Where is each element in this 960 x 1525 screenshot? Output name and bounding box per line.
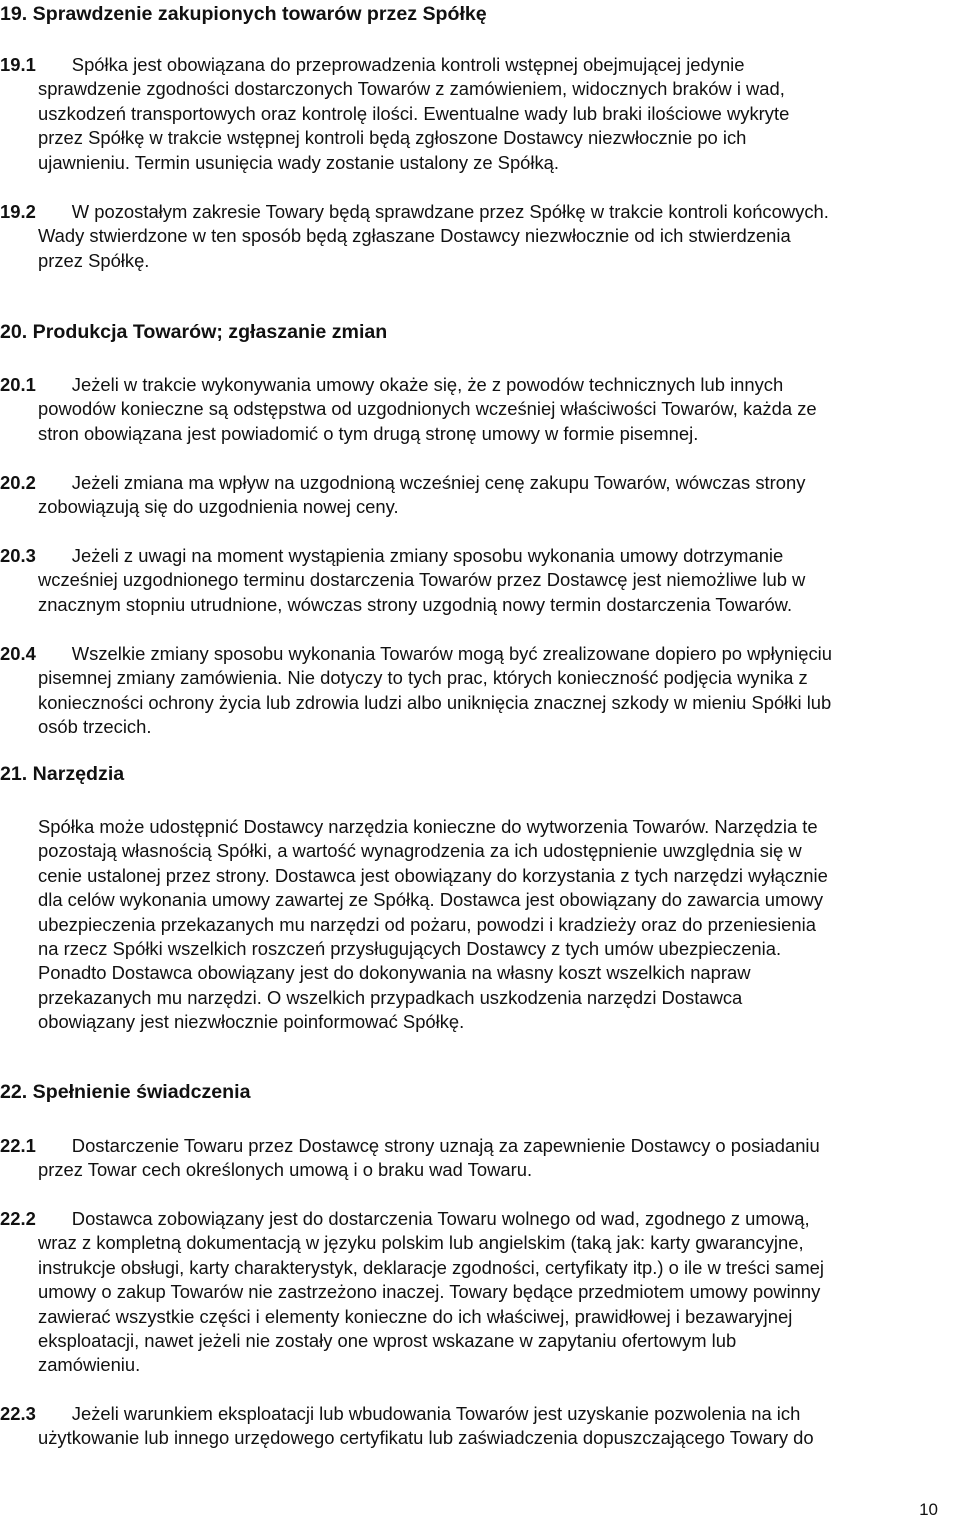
text-line: Ponadto Dostawca obowiązany jest do dokonywania na własny koszt wszelkich napraw (38, 962, 751, 984)
clause-number: 20.1 (0, 374, 36, 395)
text-line: przez Spółkę w trakcie wstępnej kontroli będą zgłoszone Dostawcy niezwłocznie po ich (38, 127, 747, 149)
page-number: 10 (919, 1500, 938, 1519)
text-line: zamówieniu. (38, 1354, 141, 1376)
text-line: Spółka może udostępnić Dostawcy narzędzia konieczne do wytworzenia Towarów. Narzędzia te (38, 816, 818, 837)
text-line: Dostawca zobowiązany jest do dostarczenia Towaru wolnego od wad, zgodnego z umową, (71, 1208, 810, 1229)
paragraph-20-1 (0, 373, 940, 446)
section-19-heading: 19. Sprawdzenie zakupionych towarów przez Spółkę (0, 3, 487, 25)
text-line: przez Towar cech określonych umową i o braku wad Towaru. (38, 1159, 533, 1181)
text-line: wcześniej uzgodnionego terminu dostarczenia Towarów przez Dostawcę jest niemożliwe lub w (38, 569, 806, 591)
section-21-heading: 21. Narzędzia (0, 763, 125, 785)
text-line: uszkodzeń transportowych oraz kontrolę ilości. Ewentualne wady lub braki ilościowe wykryte (38, 102, 790, 124)
text-line: eksploatacji, nawet jeżeli nie zostały one wprost wskazane w zapytaniu ofertowym lub (38, 1329, 737, 1351)
paragraph-20-4 (0, 642, 940, 740)
text-line: sprawdzenie zgodności dostarczonych Towarów z zamówieniem, widocznych braków i wad, (38, 78, 785, 100)
paragraph-19-1 (0, 53, 940, 175)
clause-number: 19.1 (0, 54, 36, 75)
text-line: dla celów wykonania umowy zawartej ze Spółką. Dostawca jest obowiązany do zawarcia umowy (38, 889, 824, 911)
text-line: stron obowiązana jest powiadomić o tym drugą stronę umowy w formie pisemnej. (38, 422, 699, 444)
text-line: Jeżeli warunkiem eksploatacji lub wbudowania Towarów jest uzyskanie pozwolenia na ich (71, 1403, 801, 1424)
text-line: znacznym stopniu utrudnione, wówczas strony uzgodnią nowy termin dostarczenia Towarów. (38, 593, 793, 615)
clause-number: 22.3 (0, 1403, 36, 1424)
text-line: zawierać wszystkie części i elementy konieczne do ich właściwej, prawidłowej i bezawaryjnej (38, 1305, 793, 1327)
text-line: przekazanych mu narzędzi. O wszelkich przypadkach uszkodzenia narzędzi Dostawca (38, 986, 743, 1008)
paragraph-22-3 (0, 1402, 940, 1451)
text-line: cenie ustalonej przez strony. Dostawca jest obowiązany do korzystania z tych narzędzi wyłącznie (38, 864, 828, 886)
paragraph-22-2 (0, 1207, 940, 1378)
clause-number: 20.4 (0, 643, 36, 664)
clause-number: 20.2 (0, 472, 36, 493)
text-line: ujawnieniu. Termin usunięcia wady zostanie ustalony ze Spółką. (38, 151, 560, 173)
text-line: ubezpieczenia przekazanych mu narzędzi od pożaru, powodzi i kradzieży oraz do przeniesienia (38, 913, 816, 935)
clause-number: 20.3 (0, 545, 36, 566)
paragraph-22-1 (0, 1134, 940, 1183)
clause-number: 19.2 (0, 201, 36, 222)
text-line: W pozostałym zakresie Towary będą sprawdzane przez Spółkę w trakcie kontroli końcowych. (71, 201, 829, 222)
text-line: obowiązany jest niezwłocznie poinformować Spółkę. (38, 1011, 465, 1033)
text-line: Wszelkie zmiany sposobu wykonania Towarów mogą być zrealizowane dopiero po wpłynięciu (71, 643, 832, 664)
text-line: osób trzecich. (38, 716, 152, 738)
text-line: pisemnej zmiany zamówienia. Nie dotyczy to tych prac, których konieczność podjęcia wynika z (38, 667, 808, 689)
paragraph-21 (38, 815, 938, 1035)
paragraph-20-3 (0, 544, 940, 617)
text-line: Jeżeli w trakcie wykonywania umowy okaże się, że z powodów technicznych lub innych (71, 374, 784, 395)
text-line: powodów konieczne są odstępstwa od uzgodnionych wcześniej właściwości Towarów, każda ze (38, 398, 817, 420)
clause-number: 22.1 (0, 1135, 36, 1156)
text-line: Jeżeli zmiana ma wpływ na uzgodnioną wcześniej cenę zakupu Towarów, wówczas strony (71, 472, 806, 493)
text-line: konieczności ochrony życia lub zdrowia ludzi albo uniknięcia znacznej szkody w mieniu Spółki lub (38, 691, 832, 713)
text-line: użytkowanie lub innego urzędowego certyfikatu lub zaświadczenia dopuszczającego Towary do (38, 1427, 814, 1449)
clause-number: 22.2 (0, 1208, 36, 1229)
text-line: zobowiązują się do uzgodnienia nowej ceny. (38, 496, 399, 518)
paragraph-19-2 (0, 200, 940, 273)
text-line: przez Spółkę. (38, 249, 150, 271)
text-line: Jeżeli z uwagi na moment wystąpienia zmiany sposobu wykonania umowy dotrzymanie (71, 545, 784, 566)
section-20-heading: 20. Produkcja Towarów; zgłaszanie zmian (0, 321, 388, 343)
text-line: umowy o zakup Towarów nie zastrzeżono inaczej. Towary będące przedmiotem umowy powinny (38, 1281, 821, 1303)
text-line: Wady stwierdzone w ten sposób będą zgłaszane Dostawcy niezwłocznie od ich stwierdzenia (38, 225, 791, 247)
text-line: wraz z kompletną dokumentacją w języku polskim lub angielskim (taką jak: karty gwarancyjne, (38, 1232, 804, 1254)
paragraph-20-2 (0, 471, 940, 520)
text-line: Dostarczenie Towaru przez Dostawcę strony uznają za zapewnienie Dostawcy o posiadaniu (71, 1135, 820, 1156)
text-line: instrukcje obsługi, karty charakterystyk, deklaracje zgodności, certyfikaty itp.) o ile w treści samej (38, 1256, 824, 1278)
text-line: na rzecz Spółki wszelkich roszczeń przysługujących Dostawcy z tych umów ubezpieczenia. (38, 937, 782, 959)
text-line: pozostają własnością Spółki, a wartość wynagrodzenia za ich udostępnienie uwzględnia się w (38, 840, 802, 862)
text-line: Spółka jest obowiązana do przeprowadzenia kontroli wstępnej obejmującej jedynie (71, 54, 745, 75)
section-22-heading: 22. Spełnienie świadczenia (0, 1081, 251, 1103)
